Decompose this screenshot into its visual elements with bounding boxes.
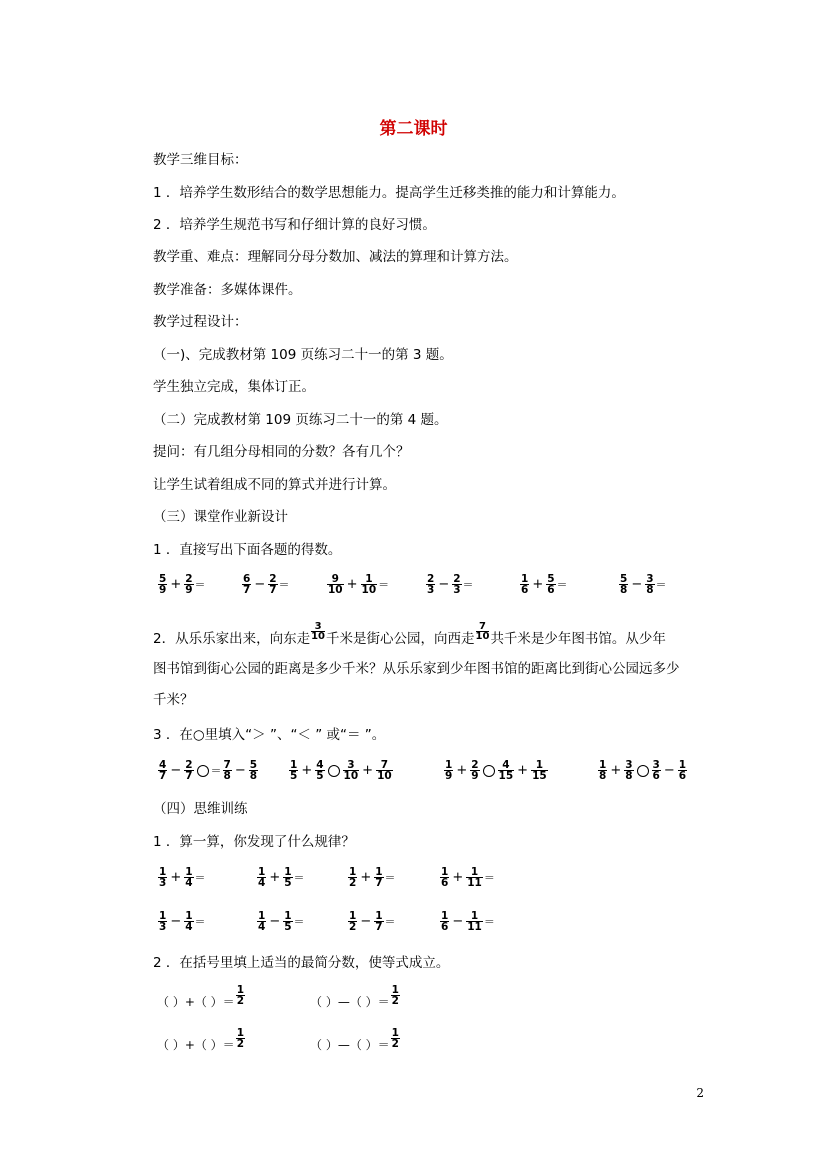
t1-sub-expr: $\frac{1}{6}$ − $\frac{1}{11}$ ＝: [441, 910, 495, 933]
step-3: （三）课堂作业新设计: [153, 509, 288, 525]
compare-circle-icon[interactable]: [328, 765, 340, 777]
question-1: 1 ．直接写出下面各题的得数。: [153, 542, 342, 558]
question-3: 3 ．在○里填入“＞ ”、“＜ ” 或“＝ ”。: [153, 727, 386, 743]
q1-expr: $\frac{2}{3}$ − $\frac{2}{3}$ ＝: [427, 573, 474, 596]
t2-add-row: （ ）+（ ）＝ $\frac{1}{2}$: [157, 984, 244, 1009]
q3-compare: $\frac{1}{5}$ + $\frac{4}{5}$ $\frac{3}{10}$ + $\frac{7}{10}$: [290, 759, 392, 782]
t1-add-expr: $\frac{1}{2}$ + $\frac{1}{7}$ ＝: [349, 866, 396, 889]
t2-sub-row: （ ）—（ ）＝ $\frac{1}{2}$: [310, 984, 399, 1009]
step-2: （二）完成教材第 109 页练习二十一的第 4 题。: [153, 412, 448, 428]
thinking-1: 1 ．算一算，你发现了什么规律？: [153, 834, 355, 850]
step-1: （一)、完成教材第 109 页练习二十一的第 3 题。: [153, 347, 453, 363]
t1-add-expr: $\frac{1}{4}$ + $\frac{1}{5}$ ＝: [258, 866, 305, 889]
t2-sub-row: （ ）—（ ）＝ $\frac{1}{2}$: [310, 1027, 399, 1052]
q1-expr: $\frac{5}{9}$ + $\frac{2}{9}$ ＝: [159, 573, 206, 596]
question-2-line-2: 图书馆到街心公园的距离是多少千米？从乐乐家到少年图书馆的距离比到街心公园远多少: [153, 661, 680, 677]
preparation: 教学准备：多媒体课件。: [153, 282, 302, 298]
t1-add-expr: $\frac{1}{3}$ + $\frac{1}{4}$ ＝: [159, 866, 206, 889]
q1-expr: $\frac{5}{8}$ − $\frac{3}{8}$ ＝: [620, 573, 667, 596]
q1-expr: $\frac{9}{10}$ + $\frac{1}{10}$ ＝: [328, 573, 390, 596]
question-2-line-1: 2．从乐乐家出来，向东走 $\frac{3}{10}$千米是街心公园，向西走 $\frac{7}{10}$共千米是少年图书馆。从少年: [153, 621, 666, 647]
question-2-line-3: 千米？: [153, 692, 194, 708]
compare-circle-icon[interactable]: [483, 765, 495, 777]
thinking-2: 2 ．在括号里填上适当的最简分数，使等式成立。: [153, 955, 450, 971]
t1-sub-expr: $\frac{1}{3}$ − $\frac{1}{4}$ ＝: [159, 910, 206, 933]
q3-compare: $\frac{1}{9}$ + $\frac{2}{9}$ $\frac{4}{15}$ + $\frac{1}{15}$: [445, 759, 547, 782]
page-number: 2: [696, 1086, 704, 1100]
compare-circle-icon[interactable]: [197, 765, 209, 777]
step-2-question: 提问：有几组分母相同的分数？各有几个？: [153, 444, 410, 460]
compare-circle-icon[interactable]: [637, 765, 649, 777]
t1-sub-expr: $\frac{1}{2}$ − $\frac{1}{7}$ ＝: [349, 910, 396, 933]
t2-add-row: （ ）+（ ）＝ $\frac{1}{2}$: [157, 1027, 244, 1052]
key-points: 教学重、难点：理解同分母分数加、减法的算理和计算方法。: [153, 249, 518, 265]
step-1-note: 学生独立完成，集体订正。: [153, 379, 315, 395]
q3-compare: $\frac{4}{7}$ − $\frac{2}{7}$ ＝ $\frac{7}{8}$ − $\frac{5}{8}$: [159, 759, 258, 782]
goal-2: 2 ．培养学生规范书写和仔细计算的良好习惯。: [153, 217, 436, 233]
q3-compare: $\frac{1}{8}$ + $\frac{3}{8}$ $\frac{3}{6}$ − $\frac{1}{6}$: [599, 759, 687, 782]
page-title: 第二课时: [379, 119, 448, 139]
q1-expr: $\frac{1}{6}$ + $\frac{5}{6}$ ＝: [521, 573, 568, 596]
goals-heading: 教学三维目标：: [153, 152, 248, 168]
step-2-note: 让学生试着组成不同的算式并进行计算。: [153, 477, 396, 493]
t1-add-expr: $\frac{1}{6}$ + $\frac{1}{11}$ ＝: [441, 866, 495, 889]
process-heading: 教学过程设计：: [153, 314, 248, 330]
goal-1: 1 ．培养学生数形结合的数学思想能力。提高学生迁移类推的能力和计算能力。: [153, 185, 625, 201]
q1-expr: $\frac{6}{7}$ − $\frac{2}{7}$ ＝: [243, 573, 290, 596]
step-4: （四）思维训练: [153, 801, 248, 817]
t1-sub-expr: $\frac{1}{4}$ − $\frac{1}{5}$ ＝: [258, 910, 305, 933]
